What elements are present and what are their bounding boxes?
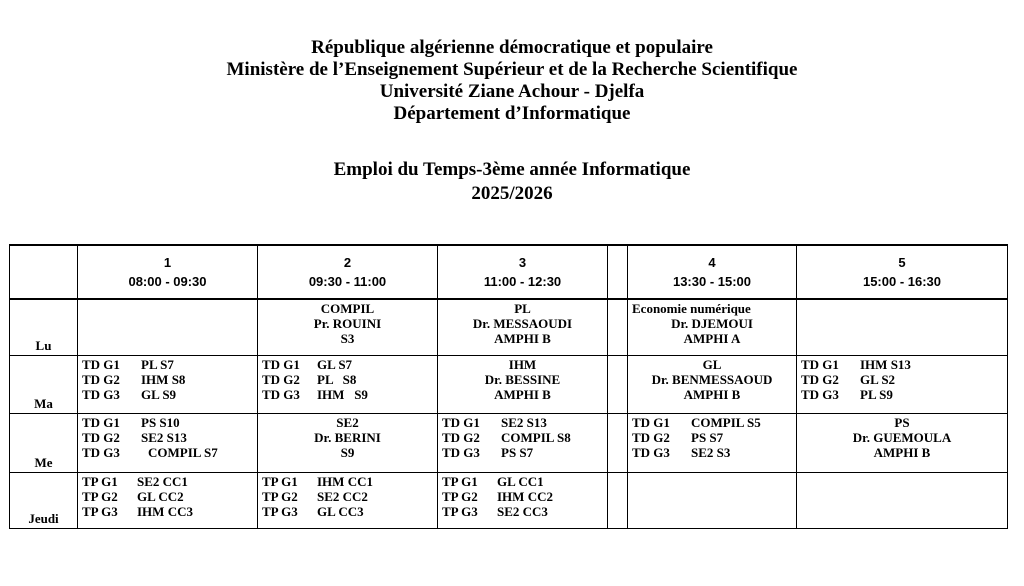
cell-lu-4: Economie numérique Dr. DJEMOUI AMPHI A <box>628 299 797 356</box>
day-label: Ma <box>10 356 78 414</box>
timetable-title-block <box>0 158 1024 206</box>
cell-me-4: TD G1 COMPIL S5 TD G2 PS S7 TD G3 SE2 S3 <box>628 413 797 473</box>
cell-lu-2: COMPIL Pr. ROUINI S3 <box>258 299 438 356</box>
timetable-title: Emploi du Temps-3ème année Informatique <box>333 159 691 180</box>
cell-me-5: PS Dr. GUEMOULA AMPHI B <box>797 413 1008 473</box>
cell-lu-1 <box>78 299 258 356</box>
row-lundi <box>10 299 1008 356</box>
cell-me-2: SE2 Dr. BERINI S9 <box>258 413 438 473</box>
cell-ma-3: IHM Dr. BESSINE AMPHI B <box>438 356 608 414</box>
cell-lu-3: PL Dr. MESSAOUDI AMPHI B <box>438 299 608 356</box>
header-ministry: Ministère de l’Enseignement Supérieur et de la Recherche Scientifique <box>226 59 798 80</box>
row-mardi <box>10 356 1008 414</box>
day-label: Lu <box>10 299 78 356</box>
slot-header-3: 3 11:00 - 12:30 <box>438 245 608 299</box>
cell-jeudi-3: TP G1 GL CC1 TP G2 IHM CC2 TP G3 SE2 CC3 <box>438 473 608 529</box>
timetable <box>9 244 1008 529</box>
slot-header-4: 4 13:30 - 15:00 <box>628 245 797 299</box>
header-university: Université Ziane Achour - Djelfa <box>379 81 645 102</box>
cell-ma-1: TD G1 PL S7 TD G2 IHM S8 TD G3 GL S9 <box>78 356 258 414</box>
slot-header-5: 5 15:00 - 16:30 <box>797 245 1008 299</box>
day-label: Jeudi <box>10 473 78 529</box>
header-republic: République algérienne démocratique et populaire <box>311 37 713 58</box>
row-mercredi <box>10 413 1008 473</box>
header-row <box>10 245 1008 299</box>
cell-jeudi-5 <box>797 473 1008 529</box>
corner-cell <box>10 245 78 299</box>
day-label: Me <box>10 413 78 473</box>
cell-jeudi-1: TP G1 SE2 CC1 TP G2 GL CC2 TP G3 IHM CC3 <box>78 473 258 529</box>
header-department: Département d’Informatique <box>393 103 631 124</box>
cell-me-3: TD G1 SE2 S13 TD G2 COMPIL S8 TD G3 PS S7 <box>438 413 608 473</box>
academic-year: 2025/2026 <box>471 183 553 204</box>
row-jeudi <box>10 473 1008 529</box>
lunch-gap <box>608 245 628 299</box>
cell-lu-5 <box>797 299 1008 356</box>
cell-jeudi-2: TP G1 IHM CC1 TP G2 SE2 CC2 TP G3 GL CC3 <box>258 473 438 529</box>
document-header <box>0 37 1024 125</box>
slot-header-1: 1 08:00 - 09:30 <box>78 245 258 299</box>
cell-ma-2: TD G1 GL S7 TD G2 PL S8 TD G3 IHM S9 <box>258 356 438 414</box>
cell-ma-4: GL Dr. BENMESSAOUD AMPHI B <box>628 356 797 414</box>
cell-ma-5: TD G1 IHM S13 TD G2 GL S2 TD G3 PL S9 <box>797 356 1008 414</box>
cell-jeudi-4 <box>628 473 797 529</box>
slot-header-2: 2 09:30 - 11:00 <box>258 245 438 299</box>
cell-me-1: TD G1 PS S10 TD G2 SE2 S13 TD G3 COMPIL S7 <box>78 413 258 473</box>
